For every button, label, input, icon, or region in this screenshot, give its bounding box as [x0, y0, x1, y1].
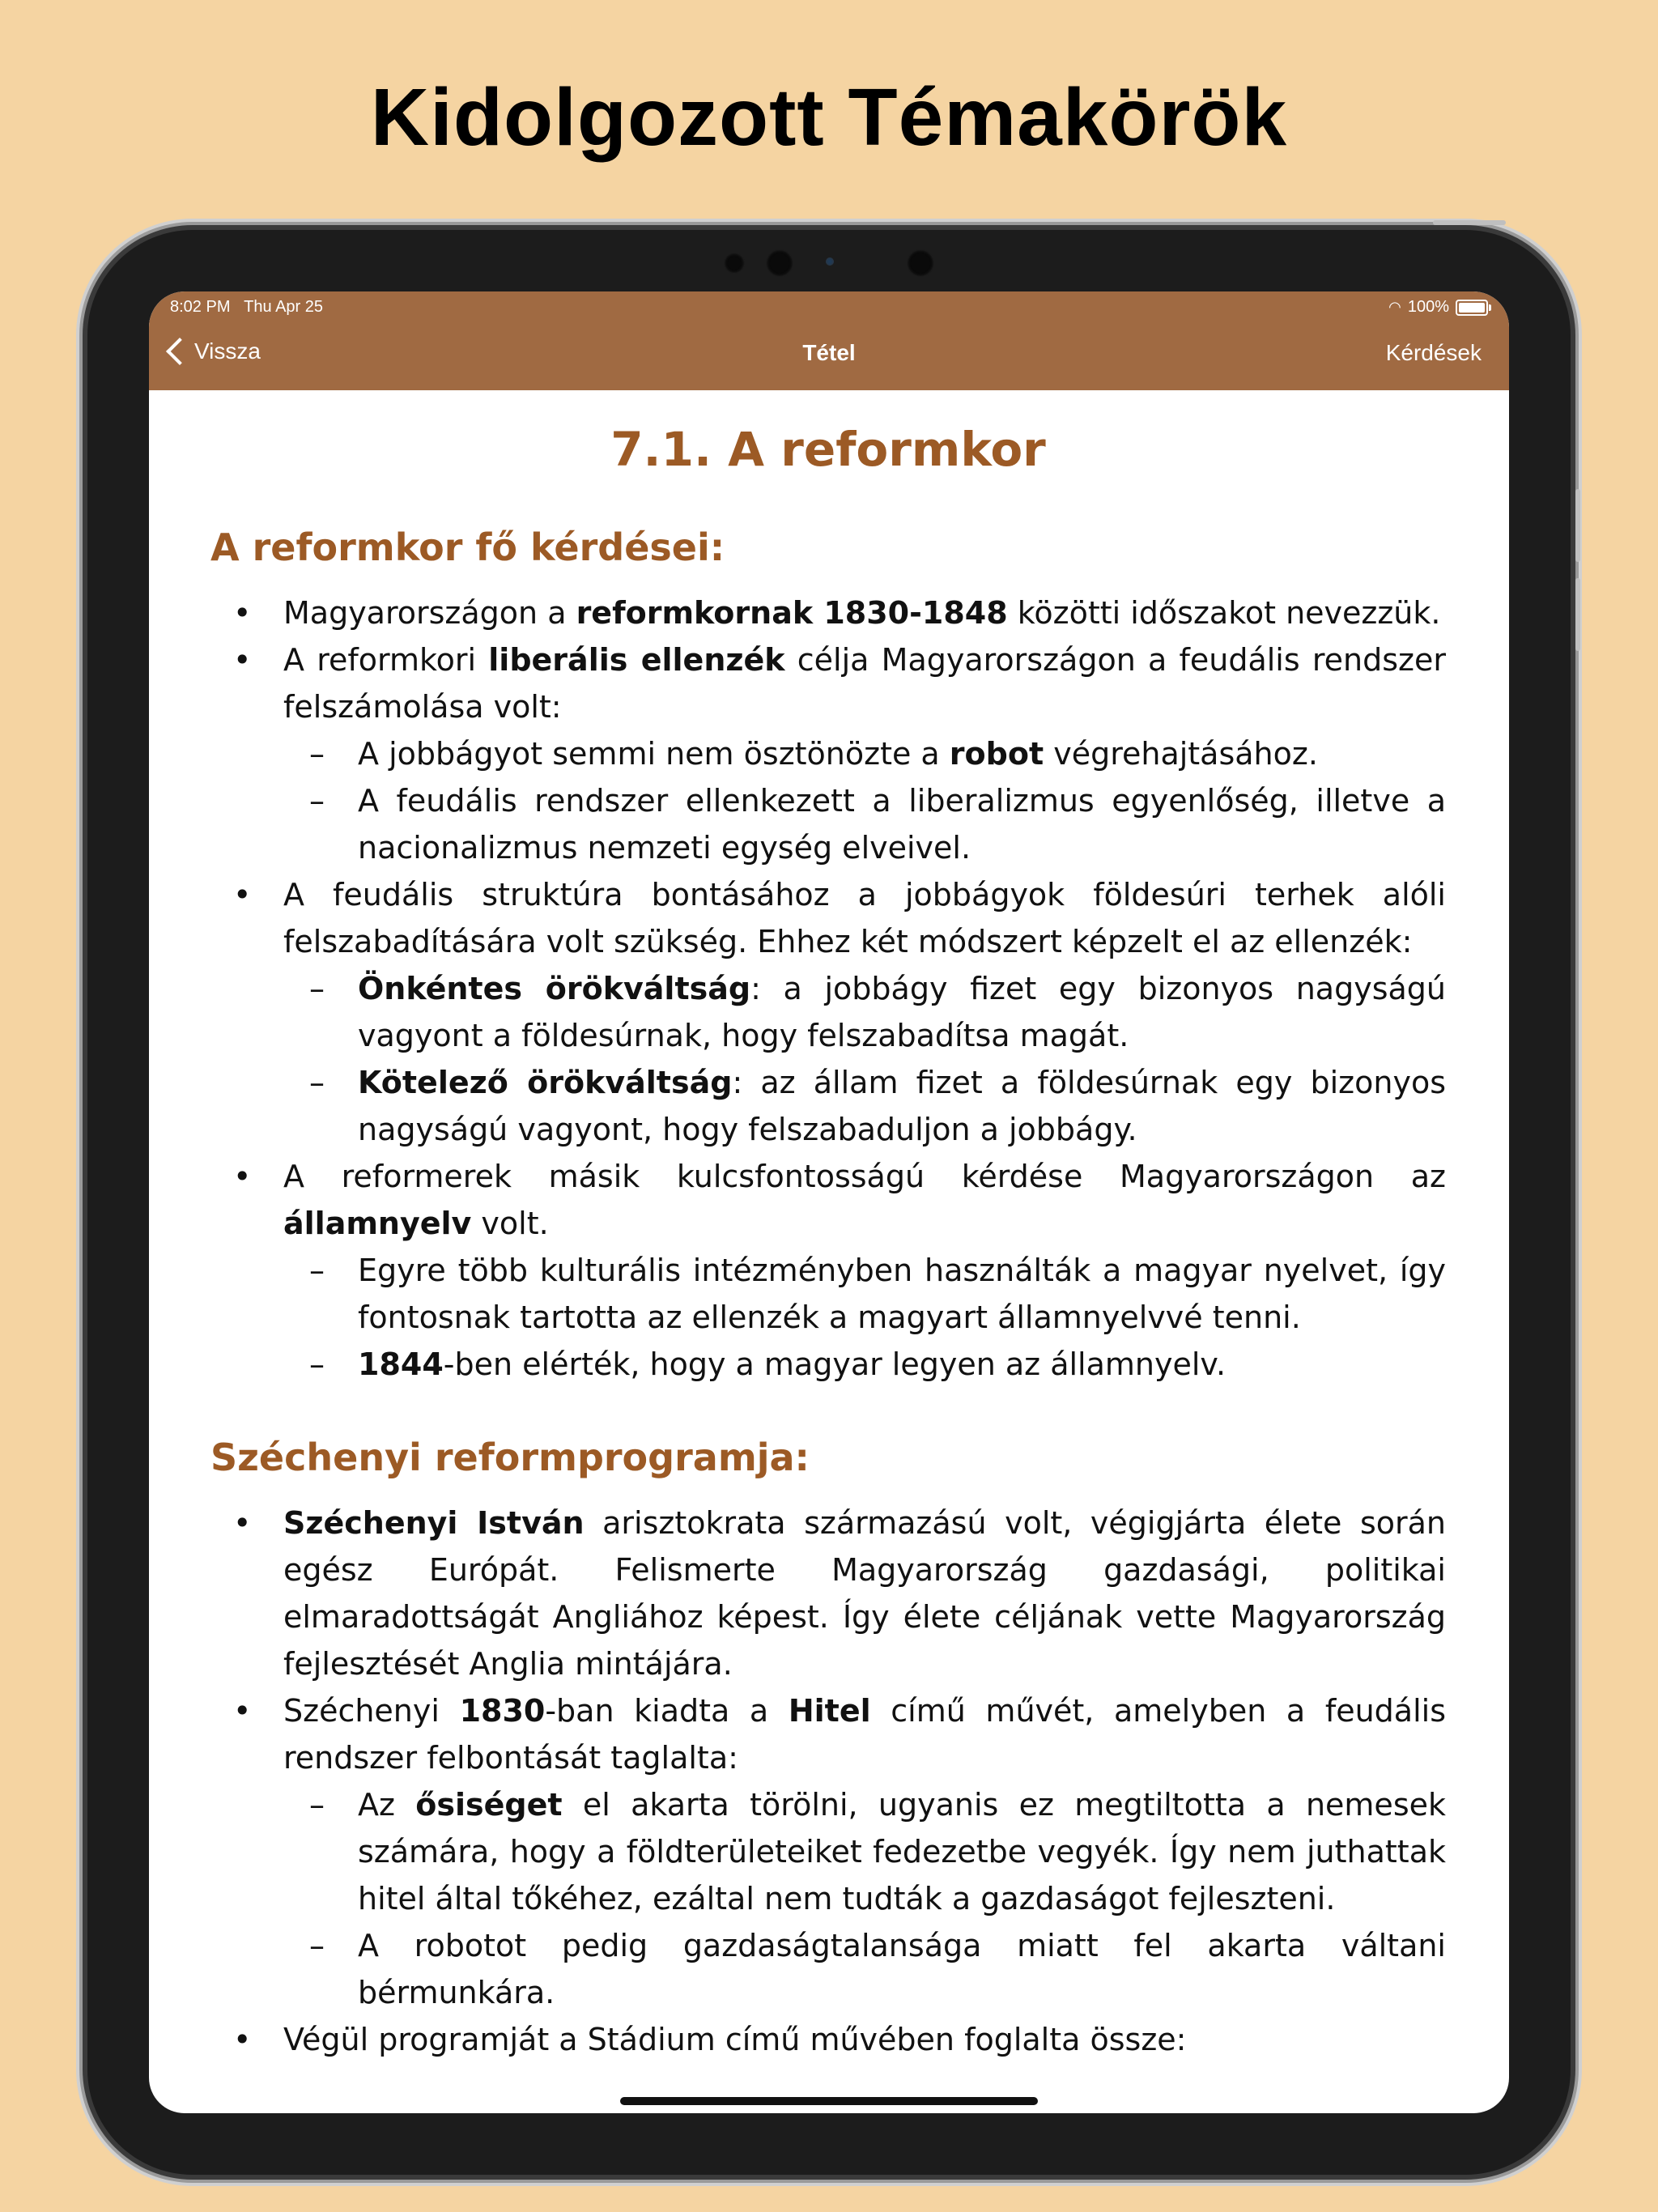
text-run: célja Magyarországon a feudális rendszer felszámolása volt: [283, 642, 1446, 725]
sub-bullet-item [283, 1922, 1446, 2016]
bold-text: liberális ellenzék [488, 642, 785, 678]
battery-percent: 100% [1407, 298, 1449, 316]
sub-bullet-item [283, 1781, 1446, 1922]
status-indicators [1388, 298, 1488, 317]
camera-icon [766, 249, 793, 277]
bold-text: Hitel [788, 1693, 871, 1729]
ipad-device-frame [87, 230, 1571, 2175]
text-run: A reformkori [283, 642, 489, 678]
bold-text: robot [949, 736, 1044, 772]
text-run: volt. [471, 1206, 549, 1241]
sub-bullet-item [283, 1059, 1446, 1153]
text-run: Végül programját a Stádium című művében foglalta össze: [283, 2022, 1187, 2057]
sensor-icon [907, 249, 934, 277]
sub-bullet-item [283, 1341, 1446, 1388]
bullet-item [210, 1153, 1446, 1388]
text-run: A robotot pedig gazdaságtalansága miatt fel akarta váltani bérmunkára. [358, 1928, 1446, 2010]
bold-text: államnyelv [283, 1206, 472, 1241]
top-button [1433, 220, 1506, 225]
document-content [210, 390, 1446, 2063]
bullet-item [210, 636, 1446, 871]
bold-text: ősiséget [415, 1787, 563, 1823]
bullet-list [210, 589, 1446, 1388]
text-run: -ban kiadta a [545, 1693, 789, 1729]
questions-button[interactable]: Kérdések [1385, 340, 1482, 365]
bold-text: 1844 [358, 1346, 444, 1382]
bold-text: reformkornak 1830-1848 [576, 595, 1008, 631]
text-run: A feudális rendszer ellenkezett a liberalizmus egyenlőség, illetve a nacionalizmus nemzeti egység elveivel. [358, 783, 1446, 866]
sub-bullet-item [283, 730, 1446, 777]
sub-bullet-list [283, 730, 1446, 871]
navigation-bar [149, 291, 1509, 390]
camera-bar [87, 246, 1571, 279]
text-run: -ben elérték, hogy a magyar legyen az államnyelv. [443, 1346, 1226, 1382]
wifi-icon: ◠ [1388, 299, 1401, 315]
document-sections [210, 523, 1446, 2063]
text-run: A jobbágyot semmi nem ösztönözte a [358, 736, 950, 772]
bullet-item [210, 871, 1446, 1153]
text-run: Az [358, 1787, 416, 1823]
sub-bullet-item [283, 777, 1446, 871]
volume-up-button [1575, 489, 1580, 562]
bullet-item [210, 1499, 1446, 1687]
sub-bullet-item [283, 965, 1446, 1059]
status-time: 8:02 PM Thu Apr 25 [170, 298, 323, 316]
bold-text: Széchenyi István [283, 1505, 585, 1541]
bullet-list [210, 1499, 1446, 2063]
sub-bullet-list [283, 1247, 1446, 1388]
text-run: : az állam fizet a földesúrnak egy bizonyos nagyságú vagyont, hogy felszabaduljon a jobbágy. [358, 1065, 1446, 1147]
bold-text: Önkéntes örökváltság [358, 971, 751, 1006]
section-heading: Széchenyi reformprogramja: [210, 1436, 810, 1479]
battery-icon [1456, 300, 1488, 316]
sub-bullet-list [283, 1781, 1446, 2016]
sub-bullet-list [283, 965, 1446, 1153]
nav-title: Tétel [802, 340, 856, 365]
text-run: közötti időszakot nevezzük. [1007, 595, 1441, 631]
app-screen [149, 291, 1509, 2113]
promo-title: Kidolgozott Témakörök [370, 72, 1288, 163]
bold-text: Kötelező örökváltság [358, 1065, 733, 1100]
text-run: Egyre több kulturális intézményben használták a magyar nyelvet, így fontosnak tartotta az ellenzék a magyart államnyelvvé tenni. [358, 1253, 1446, 1335]
sensor-icon [724, 253, 745, 274]
section-heading: A reformkor fő kérdései: [210, 525, 725, 569]
document-title: 7.1. A reformkor [610, 422, 1046, 477]
sub-bullet-item [283, 1247, 1446, 1341]
bullet-item [210, 2016, 1446, 2063]
text-run: arisztokrata származású volt, végigjárta élete során egész Európát. Felismerte Magyarország gazdasági, politikai elmaradottságát Angliához képest. Így élete céljának vette Magyarország fejlesztését Anglia mintájára. [283, 1505, 1446, 1682]
text-run: Széchenyi [283, 1693, 460, 1729]
text-run: A reformerek másik kulcsfontosságú kérdése Magyarországon az [283, 1159, 1446, 1194]
bullet-item [210, 1687, 1446, 2016]
home-indicator [620, 2097, 1038, 2105]
text-run: A feudális struktúra bontásához a jobbágyok földesúri terhek alóli felszabadítására volt szükség. Ehhez két módszert képzelt el az ellenzék: [283, 877, 1446, 959]
back-button-label: Vissza [194, 338, 261, 364]
volume-down-button [1575, 578, 1580, 651]
text-run: : a jobbágy fizet egy bizonyos nagyságú vagyont a földesúrnak, hogy felszabadítsa magát. [358, 971, 1446, 1053]
text-run: Magyarországon a [283, 595, 576, 631]
bullet-item [210, 589, 1446, 636]
sensor-icon [826, 257, 834, 266]
text-run: végrehajtásához. [1044, 736, 1318, 772]
text-run: el akarta törölni, ugyanis ez megtiltotta a nemesek számára, hogy a földterületeiket fedezetbe vegyék. Így nem juthattak hitel által tőkéhez, ezáltal nem tudták a gazdaságot fejleszteni. [358, 1787, 1446, 1916]
text-run: című művét, amelyben a feudális rendszer felbontását taglalta: [283, 1693, 1447, 1776]
bold-text: 1830 [459, 1693, 546, 1729]
